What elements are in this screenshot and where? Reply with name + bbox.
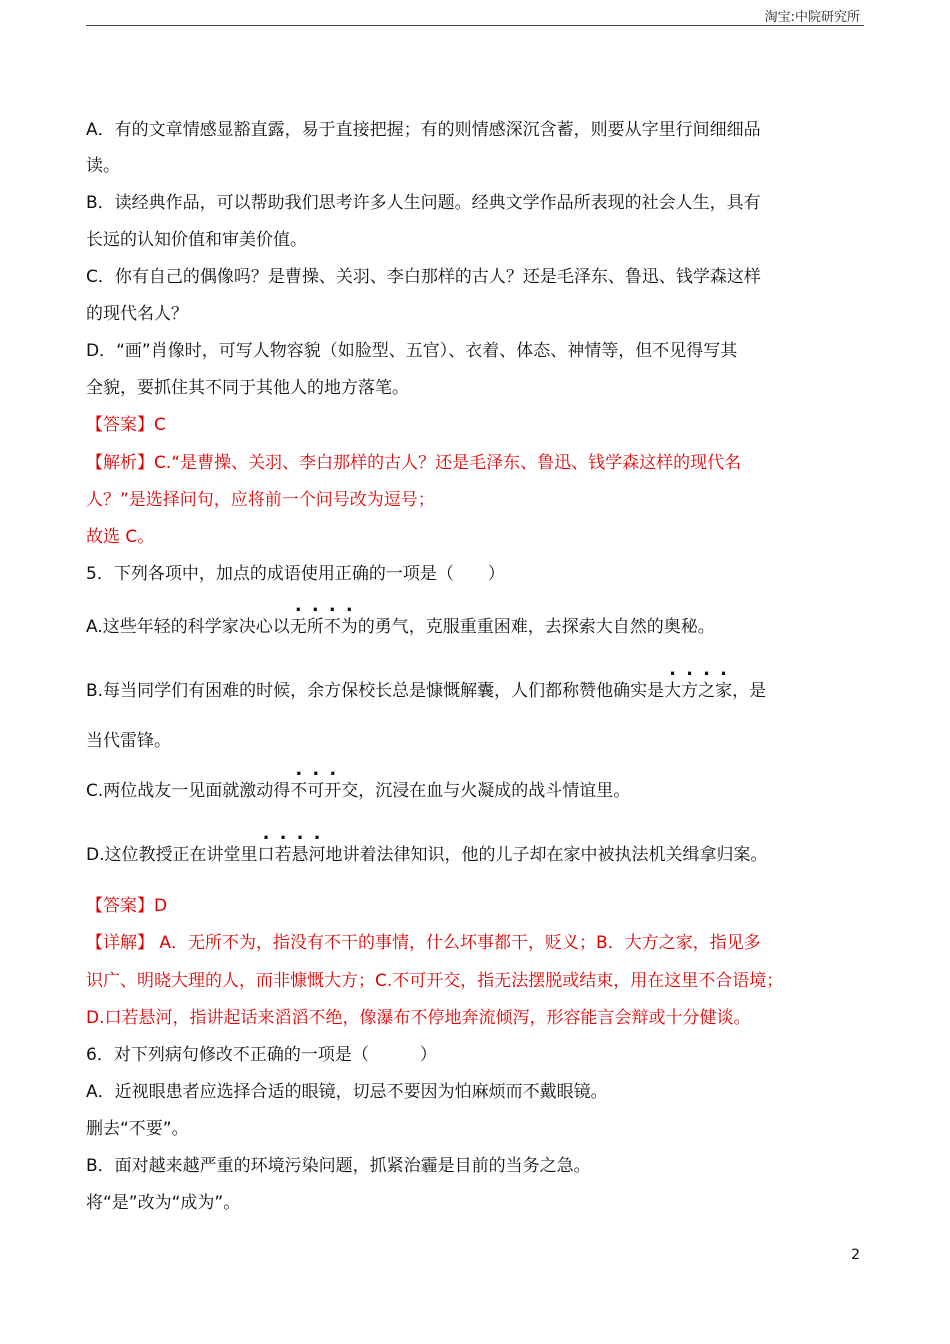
dotted-char: 之	[698, 681, 716, 701]
q6-option-a-fix: 删去“不要”。	[86, 1119, 189, 1139]
option-a-line-1: A．有的文章情感显豁直露，易于直接把握；有的则情感深沉含蓄，则要从字里行间细细品	[86, 120, 761, 140]
dotted-char: 河	[308, 845, 326, 865]
q5c-text-before: C.两位战友一见面就激动得	[86, 781, 291, 801]
dotted-char: 不	[290, 781, 308, 801]
q5-option-a	[86, 615, 715, 639]
explanation-q4-line-2: 人？”是选择问句，应将前一个问号改为逗号；	[86, 490, 435, 510]
answer-q5: 【答案】D	[86, 896, 168, 916]
q5b-text-after: ，是	[732, 681, 767, 701]
q6-option-b-fix: 将“是”改为“成为”。	[86, 1193, 241, 1213]
q5a-text-before: A.这些年轻的科学家决心以	[86, 617, 290, 637]
explanation-q5-line-2: 识广、明晓大理的人，而非慷慨大方；C.不可开交，指无法摆脱或结束，用在这里不合语境；	[86, 971, 784, 991]
q5a-text-after: 的勇气，克服重重困难，去探索大自然的奥秘。	[357, 617, 715, 637]
q5-option-c	[86, 779, 630, 803]
dotted-char: 悬	[291, 845, 309, 865]
explanation-q4-line-3: 故选 C。	[86, 527, 155, 547]
dotted-char: 所	[306, 617, 324, 637]
dotted-char: 开	[324, 781, 342, 801]
dotted-char: 方	[681, 681, 699, 701]
option-a-line-2: 读。	[86, 156, 120, 176]
option-d-line-1: D．“画”肖像时，可写人物容貌（如脸型、五官）、衣着、体态、神情等，但不见得写其	[86, 341, 738, 361]
option-c-line-1: C．你有自己的偶像吗？是曹操、关羽、李白那样的古人？还是毛泽东、鲁迅、钱学森这样	[86, 267, 761, 287]
question-6: 6．对下列病句修改不正确的一项是（ ）	[86, 1045, 437, 1065]
dotted-char: 无	[289, 617, 307, 637]
page-number: 2	[851, 1247, 860, 1263]
explanation-q5-line-1: 【详解】 A．无所不为，指没有不干的事情，什么坏事都干，贬义；B．大方之家，指见多	[86, 933, 761, 953]
dotted-char: 不	[323, 617, 341, 637]
dotted-char: 家	[715, 681, 733, 701]
explanation-q5-line-3: D.口若悬河，指讲起话来滔滔不绝，像瀑布不停地奔流倾泻，形容能言会辩或十分健谈。	[86, 1008, 751, 1028]
q5-option-d	[86, 843, 768, 867]
q5-option-b-line-2: 当代雷锋。	[86, 731, 171, 751]
dotted-char: 为	[340, 617, 358, 637]
dotted-char: 大	[664, 681, 682, 701]
q6-option-a: A．近视眼患者应选择合适的眼镜，切忌不要因为怕麻烦而不戴眼镜。	[86, 1082, 608, 1102]
q5d-text-after: 地讲着法律知识，他的儿子却在家中被执法机关缉拿归案。	[325, 845, 768, 865]
q5-option-b	[86, 679, 766, 703]
option-b-line-2: 长远的认知价值和审美价值。	[86, 230, 307, 250]
option-d-line-2: 全貌，要抓住其不同于其他人的地方落笔。	[86, 378, 409, 398]
dotted-char: 口	[257, 845, 275, 865]
q6-option-b: B．面对越来越严重的环境污染问题，抓紧治霾是目前的当务之急。	[86, 1156, 591, 1176]
option-b-line-1: B．读经典作品，可以帮助我们思考许多人生问题。经典文学作品所表现的社会人生，具有	[86, 193, 761, 213]
q5c-text-after: 交，沉浸在血与火凝成的战斗情谊里。	[341, 781, 631, 801]
explanation-q4-line-1: 【解析】C.“是曹操、关羽、李白那样的古人？还是毛泽东、鲁迅、钱学森这样的现代名	[86, 453, 742, 473]
answer-q4: 【答案】C	[86, 415, 166, 435]
option-c-line-2: 的现代名人？	[86, 304, 188, 324]
shop-label: 淘宝:中院研究所	[764, 10, 860, 25]
header-divider	[86, 25, 864, 26]
dotted-char: 可	[307, 781, 325, 801]
q5b-text-before: B.每当同学们有困难的时候，余方保校长总是慷慨解囊，人们都称赞他确实是	[86, 681, 665, 701]
question-5: 5．下列各项中，加点的成语使用正确的一项是（ ）	[86, 564, 505, 584]
q5d-text-before: D.这位教授正在讲堂里	[86, 845, 258, 865]
dotted-char: 若	[274, 845, 292, 865]
